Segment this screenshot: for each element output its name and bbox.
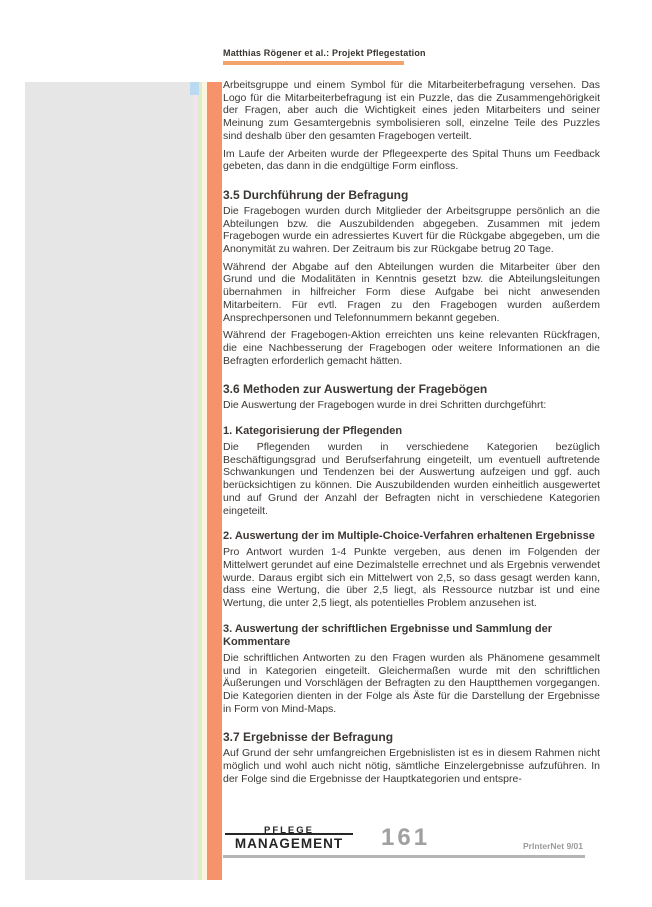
method-3-heading: 3. Auswertung der schriftlichen Ergebnisse und Sammlung der Kommentare [223,622,553,648]
issue-label: PrInterNet 9/01 [523,841,583,851]
logo-text-management: MANAGEMENT [234,836,344,851]
footer-rule [223,855,585,858]
section-heading-3-7: 3.7 Ergebnisse der Befragung [223,730,394,745]
section-3-6-intro: Die Auswertung der Fragebogen wurde in drei Schritten durchgeführt: [223,399,547,412]
section-3-5-paragraph-1: Die Fragebogen wurden durch Mitglieder der Arbeitsgruppe persönlich an die Abteilungen bzw. die Auszubildenden abgegeben. Zusammen mit jedem Fragebogen wurde ein adressiertes Kuvert für die Rückgabe abgegeben, um die Anonymität zu wahren. Der Zeitraum bis zur Rückgabe betrug 20 Tage. [223,204,600,256]
running-title-underline [223,61,404,65]
method-1-body: Die Pflegenden wurden in verschiedene Kategorien bezüglich Beschäftigungsgrad und Berufserfahrung eingeteilt, um eventuell auftretende Schwankungen und Tendenzen bei der Auswertung aufzeigen und ggf. auch berücksichtigen zu können. Die Auszubildenden wurden einheitlich ausgewertet und auf Grund der Anzahl der Befragten nicht in verschiedene Kategorien eingeteilt. [223,441,600,517]
sidebar-gray-block [25,82,193,880]
article-column [223,48,600,790]
accent-orange-bar [207,82,222,880]
intro-paragraph-1: Arbeitsgruppe und einem Symbol für die Mitarbeiterbefragung versehen. Das Logo für die Mitarbeiterbefragung ist ein Puzzle, das die Zusammengehörigkeit der Fragen, aber auch die Wichtigkeit eines jeden Mitarbeiters und seiner Meinung zum Gesamtergebnis symbolisieren soll, einzelne Teile des Puzzles sind deshalb über den gesamten Fragebogen verteilt. [223,79,600,142]
pflege-management-logo [225,826,353,851]
section-3-5-paragraph-2: Während der Abgabe auf den Abteilungen wurden die Mitarbeiter über den Grund und die Modalitäten in Kenntnis gesetzt bzw. die Abteilungsleitungen übernahmen in hilfreicher Form diese Aufgabe bei nicht anwesenden Mitarbeitern. Für evtl. Fragen zu den Fragebogen wurden außerdem Ansprechpersonen und Telefonnummern bekannt gegeben. [223,260,600,324]
section-heading-3-6: 3.6 Methoden zur Auswertung der Fragebögen [223,382,488,397]
method-3-body: Die schriftlichen Antworten zu den Fragen wurden als Phänomene gesammelt und in Kategorien eingeteilt. Gleichermaßen wurde mit den schriftlichen Äußerungen und Vorschlägen der Befragten zu den Hauptthemen vorgegangen. Die Kategorien dienten in der Folge als Äste für die Darstellung der Ergebnisse in Form von Mind-Maps. [223,651,600,715]
method-1-heading: 1. Kategorisierung der Pflegenden [223,425,403,438]
section-3-5-paragraph-3: Während der Fragebogen-Aktion erreichten uns keine relevanten Rückfragen, die eine Nachbesserung der Fragebogen oder weitere Informationen an die Befragten erforderlich gemacht hätten. [223,329,600,367]
method-2-body: Pro Antwort wurden 1-4 Punkte vergeben, aus denen im Folgenden der Mittelwert gerundet auf eine Dezimalstelle errechnet und als Ergebnis verwendet wurde. Daraus ergibt sich ein Mittelwert von 2,5, so dass gesagt werden kann, dass eine Wertung, die über 2,5 liegt, als Ressource nutzbar ist und eine Wertung, die unter 2,5 liegt, als potentielles Problem anzusehen ist. [223,546,600,610]
method-2-heading: 2. Auswertung der im Multiple-Choice-Verfahren erhaltenen Ergebnisse [223,530,595,543]
decorative-blue-chip [190,82,199,95]
section-3-7-paragraph-1: Auf Grund der sehr umfangreichen Ergebnislisten ist es in diesem Rahmen nicht möglich und wohl auch nicht nötig, sämtliche Einzelergebnisse aufzuführen. In der Folge sind die Ergebnisse der Hauptkategorien und entspre- [223,747,600,785]
page-footer [223,824,585,870]
page-number: 161 [381,824,431,851]
running-title: Matthias Rögener et al.: Projekt Pflegestation [223,48,426,58]
intro-paragraph-2: Im Laufe der Arbeiten wurde der Pflegeexperte des Spital Thuns um Feedback gebeten, das dann in die endgültige Form einfloss. [223,147,600,173]
logo-text-pflege: PFLEGE [263,825,314,836]
section-heading-3-5: 3.5 Durchführung der Befragung [223,187,409,202]
